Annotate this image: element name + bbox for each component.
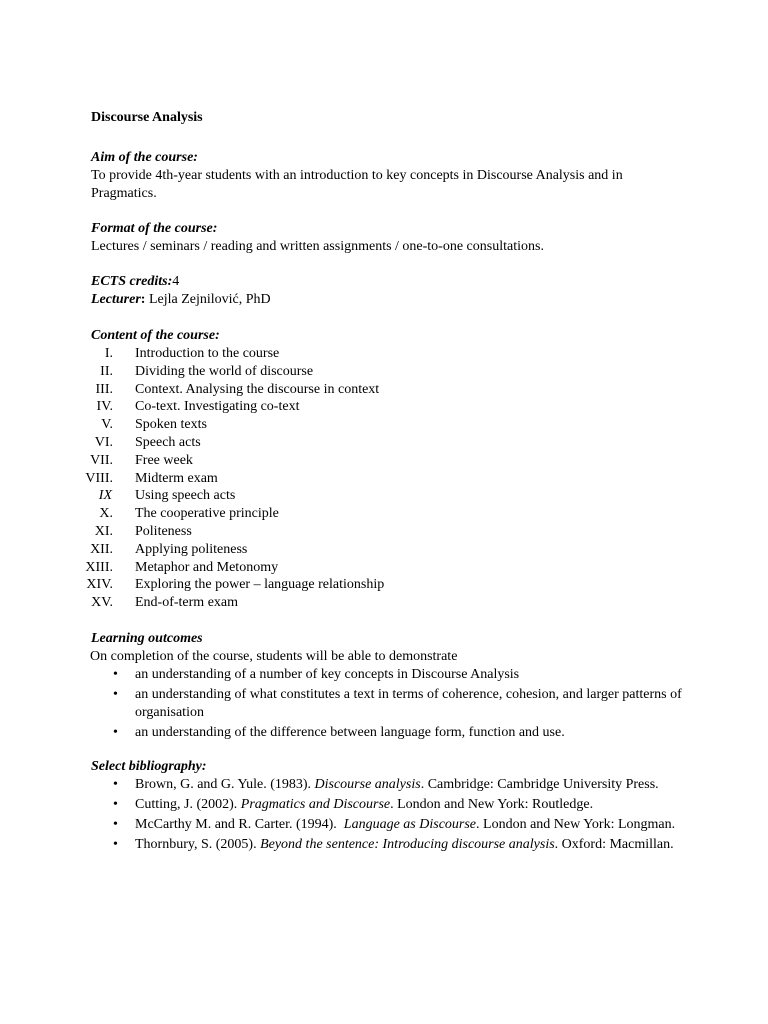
entry-title: Beyond the sentence: Introducing discourse analysis (260, 837, 555, 852)
item-number: XIII. (85, 559, 113, 575)
lecturer-colon: : (140, 292, 146, 307)
outcomes-section (91, 630, 688, 744)
bibliography-section (91, 758, 688, 856)
entry-title: Pragmatics and Discourse (240, 797, 391, 812)
item-text: an understanding of the difference between language form, function and use. (135, 725, 565, 740)
outcomes-list (91, 666, 688, 742)
item-number: VIII. (85, 470, 113, 486)
ects-line (91, 273, 688, 291)
item-number: VII. (90, 452, 113, 468)
aim-heading: Aim of the course: (91, 150, 198, 165)
entry-publisher: . Cambridge: Cambridge University Press. (420, 777, 659, 792)
item-number: XIV. (86, 577, 113, 593)
bibliography-entry (91, 776, 688, 794)
item-text: The cooperative principle (135, 506, 279, 522)
bullet-icon: • (113, 797, 118, 812)
item-text: Dividing the world of discourse (135, 363, 314, 379)
item-text: End-of-term exam (135, 595, 239, 611)
item-number: X. (99, 506, 113, 522)
entry-publisher: . London and New York: Longman. (476, 817, 676, 832)
item-number: III. (95, 381, 113, 397)
outcomes-heading: Learning outcomes (91, 631, 203, 646)
list-item (0, 452, 768, 470)
entry-publisher: . Oxford: Macmillan. (554, 837, 674, 852)
entry-title: Discourse analysis (314, 777, 421, 792)
aim-text: To provide 4th-year students with an introduction to key concepts in Discourse Analysis and in Pragmatics. (91, 168, 623, 201)
course-content-list (0, 345, 768, 612)
list-item (0, 594, 768, 612)
item-number: XII. (90, 541, 113, 557)
bibliography-heading: Select bibliography: (91, 759, 207, 774)
item-text: Metaphor and Metonomy (135, 559, 279, 575)
lecturer-label: Lecturer (91, 292, 141, 307)
bibliography-entry (91, 816, 688, 834)
document-title: Discourse Analysis (91, 110, 203, 125)
item-number: XI. (94, 523, 113, 539)
list-item (0, 345, 768, 363)
item-text: Applying politeness (135, 541, 248, 557)
item-number: I. (104, 346, 113, 361)
bullet-icon: • (113, 667, 118, 682)
bibliography-entry (91, 836, 688, 854)
ects-value: 4 (172, 274, 180, 289)
item-number: XV. (91, 595, 113, 611)
entry-authors: Thornbury, S. (2005). (135, 837, 261, 852)
entry-authors: Cutting, J. (2002). (135, 797, 241, 812)
format-section (91, 220, 688, 256)
entry-authors: McCarthy M. and R. Carter. (1994). (135, 817, 344, 832)
aim-section (91, 149, 688, 203)
item-text: Context. Analysing the discourse in context (135, 381, 380, 397)
list-item (0, 559, 768, 577)
list-item (0, 434, 768, 452)
item-text: Speech acts (135, 434, 201, 450)
list-item (0, 541, 768, 559)
list-item (0, 576, 768, 594)
bullet-icon: • (113, 777, 118, 792)
item-number: IX (98, 488, 112, 504)
content-heading: Content of the course: (91, 328, 220, 343)
list-item (91, 686, 688, 722)
credits-section (91, 273, 688, 309)
list-item (0, 487, 768, 505)
outcomes-intro: On completion of the course, students will be able to demonstrate (90, 649, 458, 664)
bullet-icon: • (113, 837, 118, 852)
item-number: IV. (96, 399, 113, 415)
format-text: Lectures / seminars / reading and written assignments / one-to-one consultations. (91, 239, 544, 254)
item-number: VI. (94, 434, 113, 450)
entry-publisher: . London and New York: Routledge. (390, 797, 594, 812)
item-text: Using speech acts (135, 488, 236, 504)
item-text: Co-text. Investigating co-text (135, 399, 300, 415)
entry-title: Language as Discourse (343, 817, 477, 832)
format-heading: Format of the course: (91, 221, 218, 236)
bullet-icon: • (113, 725, 118, 740)
bullet-icon: • (113, 817, 118, 832)
bibliography-list (91, 776, 688, 854)
bullet-icon: • (113, 687, 118, 702)
bibliography-entry (91, 796, 688, 814)
item-text: Midterm exam (135, 470, 218, 486)
list-item (0, 505, 768, 523)
list-item (0, 363, 768, 381)
list-item (91, 724, 688, 742)
item-text: Introduction to the course (135, 346, 280, 361)
lecturer-line (91, 291, 688, 309)
item-text: an understanding of a number of key concepts in Discourse Analysis (135, 667, 520, 682)
content-heading-wrap (91, 327, 688, 345)
item-text: Spoken texts (135, 417, 207, 433)
item-text: Free week (135, 452, 193, 468)
list-item (0, 398, 768, 416)
list-item (91, 666, 688, 684)
item-text: Exploring the power – language relationship (135, 577, 385, 593)
ects-label: ECTS credits: (91, 274, 173, 289)
list-item (0, 416, 768, 434)
entry-authors: Brown, G. and G. Yule. (1983). (135, 777, 315, 792)
list-item (0, 470, 768, 488)
list-item (0, 523, 768, 541)
item-text: Politeness (135, 523, 192, 539)
lecturer-value: Lejla Zejnilović, PhD (145, 292, 271, 307)
list-item (0, 381, 768, 399)
item-number: II. (100, 363, 113, 379)
item-text: an understanding of what constitutes a text in terms of coherence, cohesion, and larger patterns of organisation (135, 687, 682, 720)
item-number: V. (101, 417, 113, 433)
